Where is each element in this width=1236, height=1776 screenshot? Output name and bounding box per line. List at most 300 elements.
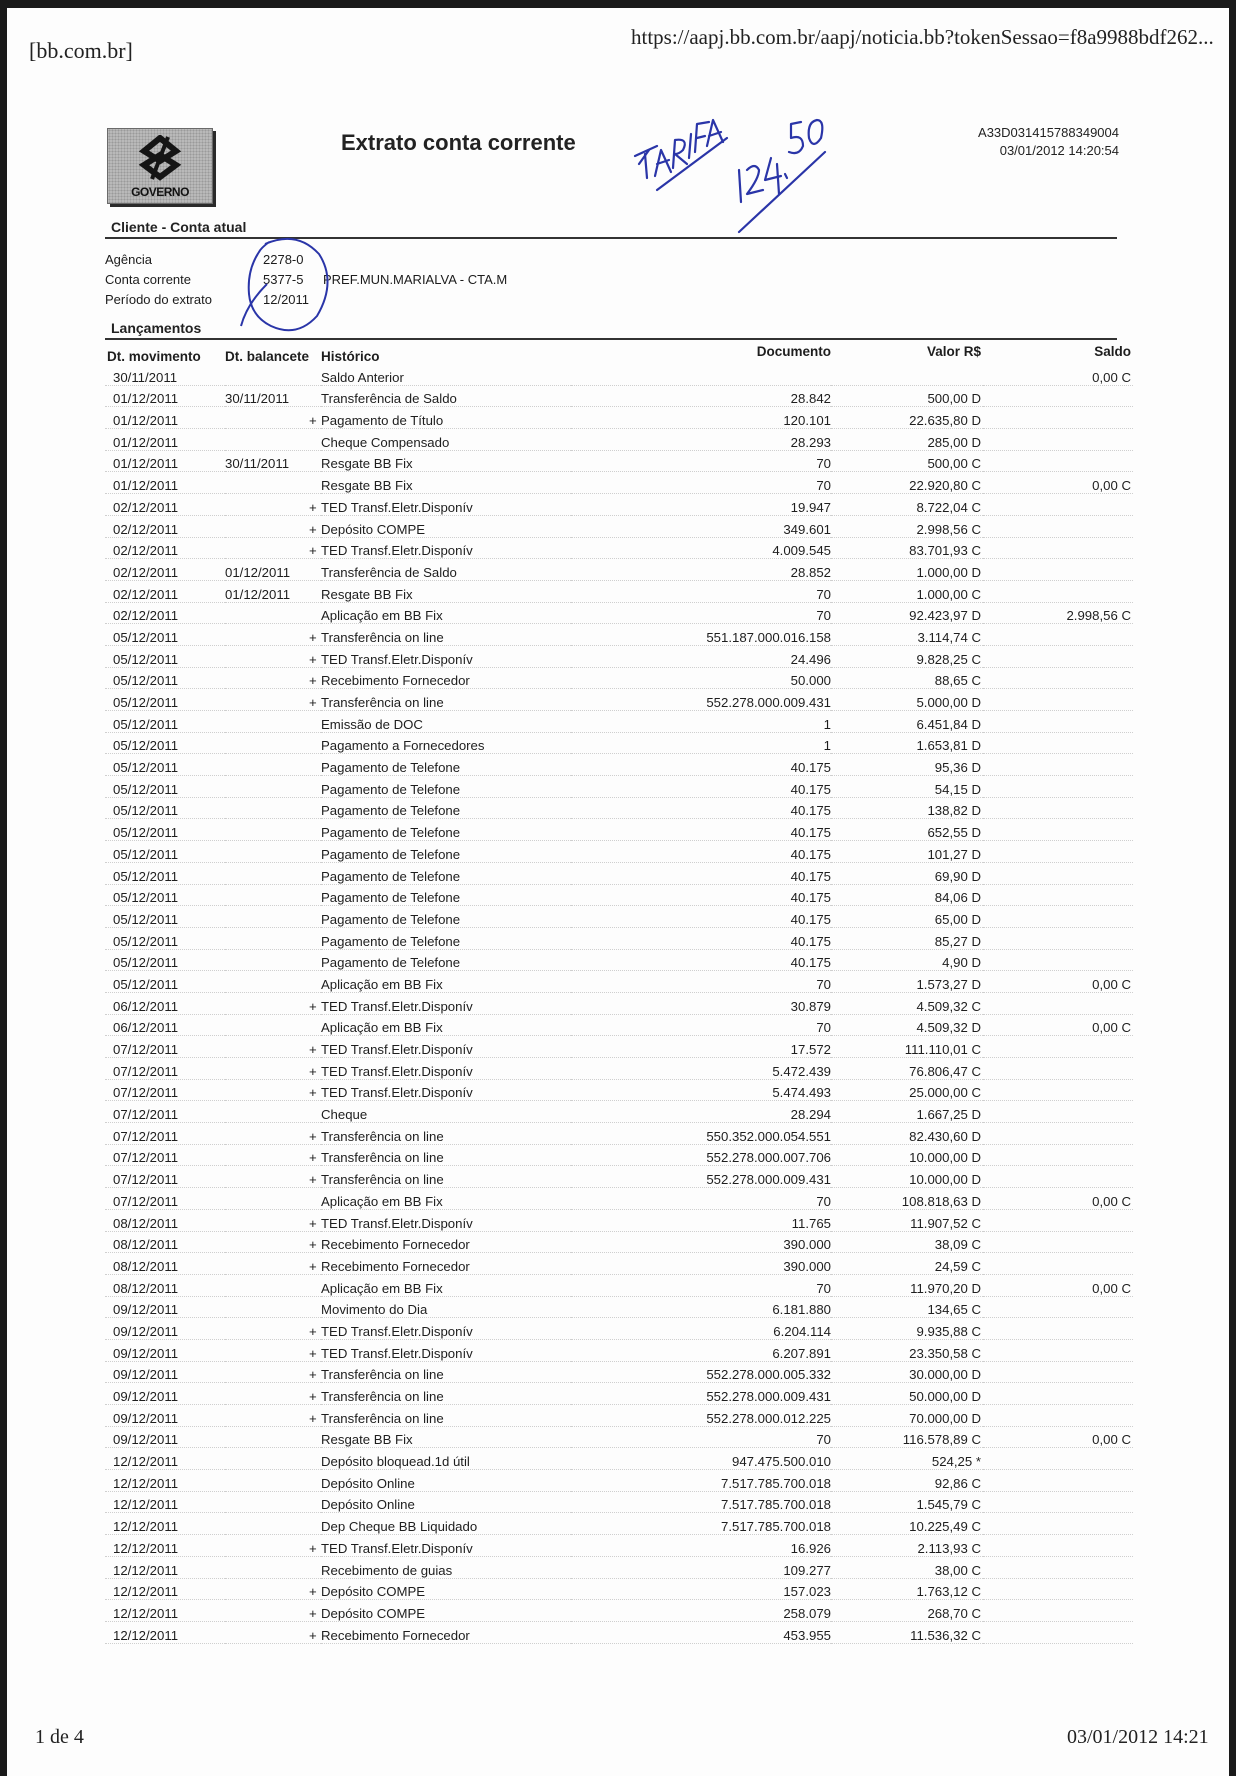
cell-historico	[309, 1600, 571, 1622]
cell-valor: 24,59 C	[831, 1253, 983, 1275]
section-title-cliente: Cliente - Conta atual	[111, 219, 247, 235]
cell-saldo	[983, 797, 1133, 819]
document-code-block	[978, 124, 1119, 160]
cell-dt-balancete	[225, 732, 321, 754]
cell-saldo	[983, 1383, 1133, 1405]
cell-saldo	[983, 1491, 1133, 1513]
cell-dt-movimento: 07/12/2011	[105, 1058, 225, 1080]
cell-valor: 38,00 C	[831, 1556, 983, 1578]
table-row	[105, 645, 1133, 667]
table-row	[105, 1296, 1133, 1318]
cell-dt-balancete	[225, 1600, 321, 1622]
cell-dt-movimento: 09/12/2011	[105, 1296, 225, 1318]
cell-documento: 550.352.000.054.551	[571, 1123, 831, 1145]
cell-valor: 138,82 D	[831, 797, 983, 819]
cell-dt-movimento: 05/12/2011	[105, 927, 225, 949]
cell-documento: 40.175	[571, 754, 831, 776]
cell-historico	[321, 1513, 571, 1535]
cell-saldo	[983, 1361, 1133, 1383]
cell-documento: 30.879	[571, 992, 831, 1014]
cell-dt-movimento: 01/12/2011	[105, 472, 225, 494]
plus-marker: +	[309, 1605, 317, 1621]
cell-dt-movimento: 08/12/2011	[105, 1274, 225, 1296]
cell-historico	[321, 580, 571, 602]
cell-dt-balancete	[225, 472, 321, 494]
cell-dt-movimento: 05/12/2011	[105, 819, 225, 841]
cell-dt-movimento: 05/12/2011	[105, 689, 225, 711]
cell-documento: 70	[571, 1014, 831, 1036]
cell-saldo	[983, 884, 1133, 906]
table-row	[105, 537, 1133, 559]
table-row	[105, 1188, 1133, 1210]
plus-marker: +	[309, 998, 317, 1014]
cell-valor: 111.110,01 C	[831, 1036, 983, 1058]
cell-dt-movimento: 09/12/2011	[105, 1383, 225, 1405]
table-row	[105, 732, 1133, 754]
cell-dt-balancete	[225, 1144, 321, 1166]
cell-dt-balancete	[225, 1383, 321, 1405]
cell-dt-balancete	[225, 1491, 321, 1513]
bank-logo	[107, 128, 213, 204]
historico-text: TED Transf.Eletr.Disponív	[321, 651, 473, 667]
cell-dt-balancete	[225, 884, 321, 906]
cell-dt-movimento: 07/12/2011	[105, 1188, 225, 1210]
cell-dt-movimento: 09/12/2011	[105, 1339, 225, 1361]
historico-text: TED Transf.Eletr.Disponív	[321, 1215, 473, 1231]
cell-documento: 552.278.000.012.225	[571, 1405, 831, 1427]
info-value: 12/2011	[263, 292, 310, 307]
historico-text: Pagamento de Telefone	[321, 825, 461, 841]
cell-saldo	[983, 776, 1133, 798]
cell-saldo	[983, 1209, 1133, 1231]
cell-valor: 101,27 D	[831, 841, 983, 863]
table-row	[105, 884, 1133, 906]
table-row	[105, 472, 1133, 494]
plus-marker: +	[309, 1085, 317, 1101]
cell-saldo	[983, 754, 1133, 776]
cell-historico	[321, 602, 571, 624]
table-row	[105, 689, 1133, 711]
cell-documento: 1	[571, 711, 831, 733]
column-header-saldo: Saldo	[1094, 344, 1131, 359]
historico-text: Movimento do Dia	[321, 1302, 428, 1318]
cell-valor: 92,86 C	[831, 1470, 983, 1492]
cell-dt-movimento: 05/12/2011	[105, 645, 225, 667]
cell-dt-movimento: 01/12/2011	[105, 429, 225, 451]
table-row	[105, 949, 1133, 971]
print-timestamp: 03/01/2012 14:21	[1067, 1726, 1209, 1748]
plus-marker: +	[309, 1150, 317, 1166]
cell-dt-movimento: 06/12/2011	[105, 992, 225, 1014]
cell-dt-balancete	[225, 841, 321, 863]
cell-dt-balancete	[225, 754, 321, 776]
historico-text: Cheque	[321, 1107, 368, 1123]
cell-dt-movimento: 07/12/2011	[105, 1123, 225, 1145]
cell-valor: 524,25 *	[831, 1448, 983, 1470]
cell-valor: 95,36 D	[831, 754, 983, 776]
cell-valor: 500,00 C	[831, 450, 983, 472]
logo-text: GOVERNO	[131, 185, 189, 199]
cell-historico	[309, 1578, 571, 1600]
historico-text: Emissão de DOC	[321, 716, 423, 732]
plus-marker: +	[309, 1410, 317, 1426]
cell-dt-movimento: 05/12/2011	[105, 949, 225, 971]
cell-documento: 552.278.000.009.431	[571, 1166, 831, 1188]
handwritten-note-annotation	[627, 98, 867, 238]
cell-dt-movimento: 08/12/2011	[105, 1231, 225, 1253]
browser-site-label: [bb.com.br]	[29, 38, 133, 63]
cell-saldo: 0,00 C	[983, 1426, 1133, 1448]
cell-dt-movimento: 05/12/2011	[105, 971, 225, 993]
cell-dt-balancete	[225, 797, 321, 819]
cell-dt-balancete	[225, 906, 321, 928]
cell-valor: 1.667,25 D	[831, 1101, 983, 1123]
cell-saldo	[983, 732, 1133, 754]
cell-valor: 85,27 D	[831, 927, 983, 949]
transactions-table	[105, 344, 1133, 1644]
cell-saldo	[983, 1470, 1133, 1492]
historico-text: Resgate BB Fix	[321, 456, 413, 472]
cell-saldo	[983, 841, 1133, 863]
cell-dt-balancete	[225, 1274, 321, 1296]
cell-dt-balancete	[225, 1253, 321, 1275]
historico-text: Aplicação em BB Fix	[321, 1193, 443, 1209]
table-row	[105, 385, 1133, 407]
cell-valor: 76.806,47 C	[831, 1058, 983, 1080]
cell-dt-balancete	[225, 862, 321, 884]
cell-historico	[309, 1621, 571, 1643]
cell-dt-movimento: 05/12/2011	[105, 906, 225, 928]
cell-dt-balancete	[225, 364, 321, 385]
historico-text: TED Transf.Eletr.Disponív	[321, 1042, 473, 1057]
historico-text: Recebimento Fornecedor	[321, 673, 470, 689]
historico-text: Pagamento de Título	[321, 413, 444, 429]
historico-text: Saldo Anterior	[321, 369, 404, 385]
historico-text: TED Transf.Eletr.Disponív	[321, 1323, 473, 1339]
plus-marker: +	[309, 1323, 317, 1339]
cell-documento: 6.207.891	[571, 1339, 831, 1361]
cell-historico	[321, 927, 571, 949]
cell-saldo	[983, 537, 1133, 559]
cell-historico	[309, 1383, 571, 1405]
table-row	[105, 1405, 1133, 1427]
cell-dt-movimento: 12/12/2011	[105, 1600, 225, 1622]
historico-text: Transferência on line	[321, 1172, 444, 1188]
plus-marker: +	[309, 521, 317, 537]
cell-saldo	[983, 1123, 1133, 1145]
cell-historico	[321, 711, 571, 733]
cell-historico	[309, 1339, 571, 1361]
info-label: Período do extrato	[105, 292, 212, 307]
cell-saldo	[983, 494, 1133, 516]
cell-valor: 50.000,00 D	[831, 1383, 983, 1405]
plus-marker: +	[309, 1172, 317, 1188]
cell-saldo	[983, 927, 1133, 949]
cell-historico	[309, 1036, 571, 1058]
cell-documento: 28.294	[571, 1101, 831, 1123]
cell-saldo	[983, 1101, 1133, 1123]
cell-valor: 5.000,00 D	[831, 689, 983, 711]
cell-dt-balancete: 30/11/2011	[225, 450, 321, 472]
cell-dt-balancete	[225, 949, 321, 971]
historico-text: TED Transf.Eletr.Disponív	[321, 1085, 473, 1101]
cell-dt-balancete	[225, 1556, 321, 1578]
cell-dt-balancete	[225, 1079, 321, 1101]
historico-text: Depósito COMPE	[321, 1605, 426, 1621]
cell-documento	[571, 364, 831, 385]
cell-valor: 4.509,32 C	[831, 992, 983, 1014]
column-header-dt-balancete: Dt. balancete	[225, 349, 310, 364]
info-label: Agência	[105, 252, 152, 267]
table-row	[105, 450, 1133, 472]
cell-historico	[309, 624, 571, 646]
cell-documento: 40.175	[571, 862, 831, 884]
cell-dt-movimento: 12/12/2011	[105, 1578, 225, 1600]
table-row	[105, 971, 1133, 993]
cell-valor: 22.920,80 C	[831, 472, 983, 494]
cell-dt-movimento: 02/12/2011	[105, 515, 225, 537]
info-value: 5377-5	[263, 272, 304, 287]
plus-marker: +	[309, 1063, 317, 1079]
cell-valor: 116.578,89 C	[831, 1426, 983, 1448]
cell-dt-movimento: 05/12/2011	[105, 667, 225, 689]
cell-valor: 1.000,00 C	[831, 580, 983, 602]
cell-historico	[309, 1318, 571, 1340]
cell-historico	[321, 1556, 571, 1578]
historico-text: TED Transf.Eletr.Disponív	[321, 998, 473, 1014]
cell-documento: 552.278.000.005.332	[571, 1361, 831, 1383]
table-row	[105, 1036, 1133, 1058]
cell-dt-balancete	[225, 1535, 321, 1557]
cell-historico	[321, 862, 571, 884]
cell-documento: 1	[571, 732, 831, 754]
table-row	[105, 1231, 1133, 1253]
cell-saldo	[983, 559, 1133, 581]
cell-saldo	[983, 667, 1133, 689]
cell-historico	[321, 385, 571, 407]
plus-marker: +	[309, 413, 317, 429]
document-code: A33D031415788349004	[978, 125, 1119, 140]
cell-historico	[309, 667, 571, 689]
cell-valor: 268,70 C	[831, 1600, 983, 1622]
table-row	[105, 1101, 1133, 1123]
table-row	[105, 1209, 1133, 1231]
cell-dt-movimento: 05/12/2011	[105, 862, 225, 884]
cell-dt-balancete	[225, 429, 321, 451]
table-row	[105, 1253, 1133, 1275]
cell-saldo: 0,00 C	[983, 364, 1133, 385]
historico-text: Pagamento de Telefone	[321, 933, 461, 949]
table-row	[105, 797, 1133, 819]
cell-documento: 70	[571, 602, 831, 624]
cell-documento: 552.278.000.007.706	[571, 1144, 831, 1166]
cell-documento: 16.926	[571, 1535, 831, 1557]
cell-dt-movimento: 01/12/2011	[105, 407, 225, 429]
cell-historico	[309, 1361, 571, 1383]
cell-dt-balancete	[225, 1405, 321, 1427]
cell-documento: 4.009.545	[571, 537, 831, 559]
cell-saldo	[983, 1318, 1133, 1340]
cell-historico	[309, 1166, 571, 1188]
cell-documento: 70	[571, 971, 831, 993]
cell-dt-balancete	[225, 971, 321, 993]
cell-saldo	[983, 1058, 1133, 1080]
cell-dt-balancete	[225, 1448, 321, 1470]
cell-dt-balancete	[225, 515, 321, 537]
cell-saldo	[983, 1253, 1133, 1275]
cell-dt-movimento: 12/12/2011	[105, 1448, 225, 1470]
cell-saldo	[983, 1448, 1133, 1470]
cell-documento: 24.496	[571, 645, 831, 667]
cell-dt-balancete	[225, 624, 321, 646]
cell-valor: 9.828,25 C	[831, 645, 983, 667]
cell-dt-balancete	[225, 689, 321, 711]
cell-saldo	[983, 689, 1133, 711]
historico-text: Resgate BB Fix	[321, 1432, 413, 1448]
historico-text: Transferência on line	[321, 1128, 444, 1144]
cell-saldo	[983, 1296, 1133, 1318]
cell-valor: 1.763,12 C	[831, 1578, 983, 1600]
cell-saldo	[983, 515, 1133, 537]
cell-historico	[321, 559, 571, 581]
cell-dt-movimento: 12/12/2011	[105, 1535, 225, 1557]
cell-saldo	[983, 645, 1133, 667]
cell-dt-balancete	[225, 407, 321, 429]
cell-documento: 947.475.500.010	[571, 1448, 831, 1470]
historico-text: Recebimento de guias	[321, 1562, 453, 1578]
cell-documento: 120.101	[571, 407, 831, 429]
cell-saldo	[983, 1036, 1133, 1058]
cell-valor: 25.000,00 C	[831, 1079, 983, 1101]
table-row	[105, 906, 1133, 928]
historico-text: TED Transf.Eletr.Disponív	[321, 1540, 473, 1556]
table-row	[105, 1600, 1133, 1622]
plus-marker: +	[309, 1367, 317, 1383]
cell-saldo	[983, 862, 1133, 884]
cell-dt-movimento: 05/12/2011	[105, 797, 225, 819]
cell-dt-movimento: 09/12/2011	[105, 1361, 225, 1383]
cell-documento: 28.293	[571, 429, 831, 451]
cell-historico	[309, 1405, 571, 1427]
cell-valor: 54,15 D	[831, 776, 983, 798]
document-page	[7, 8, 1229, 1776]
cell-historico	[321, 450, 571, 472]
plus-marker: +	[309, 629, 317, 645]
historico-text: Pagamento a Fornecedores	[321, 738, 485, 754]
historico-text: Depósito Online	[321, 1475, 415, 1491]
cell-valor: 1.000,00 D	[831, 559, 983, 581]
cell-historico	[321, 1274, 571, 1296]
historico-text: Depósito COMPE	[321, 521, 426, 537]
table-row	[105, 927, 1133, 949]
cell-dt-movimento: 05/12/2011	[105, 841, 225, 863]
historico-text: Pagamento de Telefone	[321, 955, 461, 971]
table-row	[105, 1144, 1133, 1166]
cell-valor: 11.907,52 C	[831, 1209, 983, 1231]
historico-text: Aplicação em BB Fix	[321, 608, 443, 624]
cell-dt-movimento: 12/12/2011	[105, 1491, 225, 1513]
cell-valor: 69,90 D	[831, 862, 983, 884]
cell-saldo: 2.998,56 C	[983, 602, 1133, 624]
plus-marker: +	[309, 1237, 317, 1253]
historico-text: Pagamento de Telefone	[321, 760, 461, 776]
cell-valor: 4.509,32 D	[831, 1014, 983, 1036]
table-row	[105, 407, 1133, 429]
historico-text: Pagamento de Telefone	[321, 868, 461, 884]
plus-marker: +	[309, 1389, 317, 1404]
cell-valor: 10.225,49 C	[831, 1513, 983, 1535]
cell-documento: 7.517.785.700.018	[571, 1470, 831, 1492]
cell-dt-balancete	[225, 1578, 321, 1600]
cell-dt-movimento: 05/12/2011	[105, 776, 225, 798]
plus-marker: +	[309, 1345, 317, 1361]
cell-documento: 28.842	[571, 385, 831, 407]
table-row	[105, 494, 1133, 516]
historico-text: Transferência on line	[321, 695, 444, 710]
cell-valor: 285,00 D	[831, 429, 983, 451]
table-row	[105, 1361, 1133, 1383]
table-row	[105, 1166, 1133, 1188]
cell-dt-balancete	[225, 1101, 321, 1123]
historico-text: Transferência de Saldo	[321, 391, 457, 407]
cell-documento: 258.079	[571, 1600, 831, 1622]
cell-historico	[309, 689, 571, 711]
cell-dt-balancete	[225, 494, 321, 516]
cell-documento: 70	[571, 472, 831, 494]
cell-documento: 5.474.493	[571, 1079, 831, 1101]
cell-historico	[309, 1058, 571, 1080]
cell-documento: 40.175	[571, 819, 831, 841]
cell-valor: 1.545,79 C	[831, 1491, 983, 1513]
browser-url: https://aapj.bb.com.br/aapj/noticia.bb?tokenSessao=f8a9988bdf262...	[631, 25, 1214, 49]
cell-documento: 70	[571, 1188, 831, 1210]
table-header-row	[105, 344, 1133, 364]
plus-marker: +	[309, 1584, 317, 1600]
cell-documento: 390.000	[571, 1253, 831, 1275]
cell-saldo	[983, 1513, 1133, 1535]
table-row	[105, 1470, 1133, 1492]
cell-historico	[321, 364, 571, 385]
cell-valor: 83.701,93 C	[831, 537, 983, 559]
cell-saldo	[983, 450, 1133, 472]
cell-dt-movimento: 09/12/2011	[105, 1318, 225, 1340]
cell-historico	[321, 841, 571, 863]
cell-dt-movimento: 12/12/2011	[105, 1513, 225, 1535]
historico-text: Dep Cheque BB Liquidado	[321, 1519, 478, 1535]
cell-documento: 70	[571, 1274, 831, 1296]
cell-historico	[321, 949, 571, 971]
cell-saldo	[983, 1535, 1133, 1557]
historico-text: TED Transf.Eletr.Disponív	[321, 1345, 473, 1361]
cell-historico	[321, 1448, 571, 1470]
cell-saldo	[983, 906, 1133, 928]
cell-saldo: 0,00 C	[983, 1188, 1133, 1210]
cell-dt-movimento: 06/12/2011	[105, 1014, 225, 1036]
cell-documento: 40.175	[571, 884, 831, 906]
plus-marker: +	[309, 1627, 317, 1643]
cell-dt-balancete	[225, 1209, 321, 1231]
cell-dt-movimento: 05/12/2011	[105, 884, 225, 906]
cell-documento: 40.175	[571, 906, 831, 928]
cell-historico	[321, 1470, 571, 1492]
cell-dt-balancete	[225, 1166, 321, 1188]
cell-dt-balancete	[225, 537, 321, 559]
historico-text: Transferência on line	[321, 1367, 444, 1383]
cell-historico	[321, 1014, 571, 1036]
cell-dt-movimento: 09/12/2011	[105, 1405, 225, 1427]
cell-saldo	[983, 1405, 1133, 1427]
table-row	[105, 1426, 1133, 1448]
